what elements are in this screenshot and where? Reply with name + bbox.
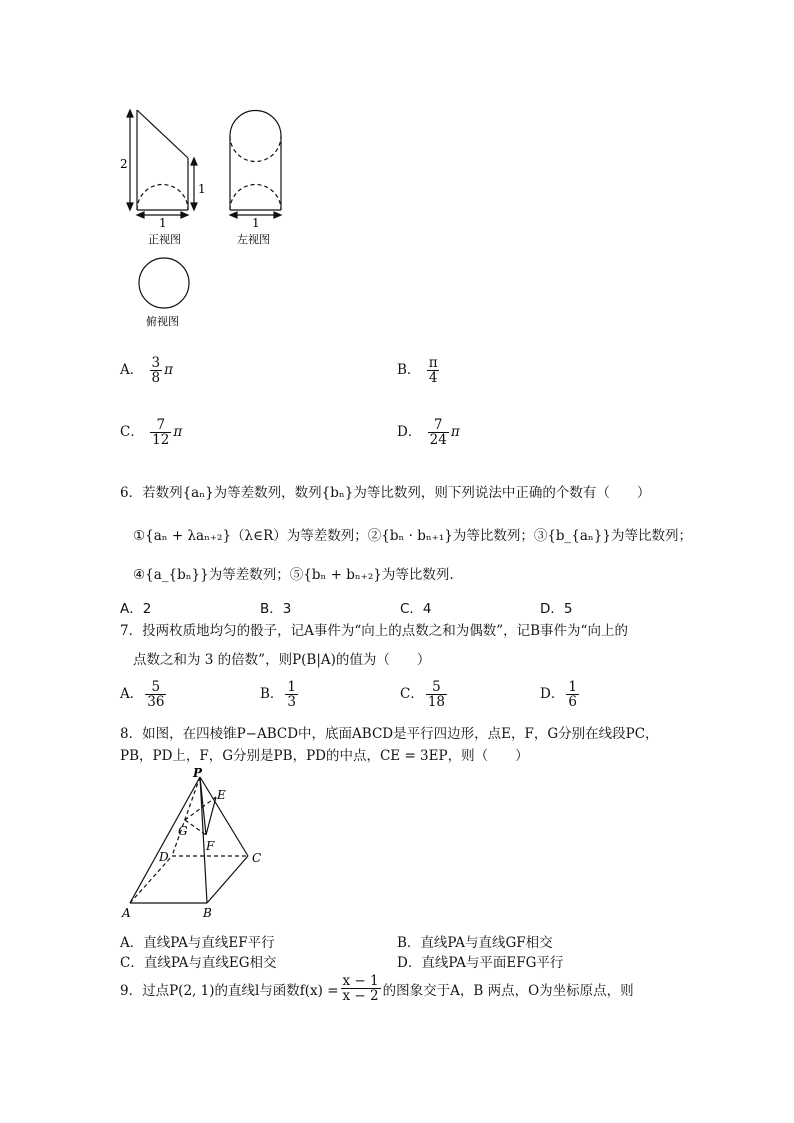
- q6-stem: 6．若数列{aₙ}为等差数列，数列{bₙ}为等比数列，则下列说法中正确的个数有（ ）: [120, 485, 651, 501]
- q5-b-den: 4: [428, 370, 438, 387]
- side-view-label: 左视图: [237, 233, 270, 246]
- q7-a-num: 5: [151, 679, 161, 695]
- q5-option-a[interactable]: [120, 356, 173, 385]
- q6-statements-line1: ①{aₙ + λaₙ₊₂}（λ∈R）为等差数列；②{bₙ · bₙ₊₁}为等比数列；③{b_{aₙ}}为等比数列；: [133, 528, 692, 544]
- label-C: C: [252, 851, 262, 865]
- top-view-circle: [139, 258, 189, 308]
- q5-option-c-letter: C．: [120, 424, 144, 441]
- q5-a-pi: π: [164, 362, 174, 379]
- label-P: P: [193, 766, 203, 780]
- label-E: E: [217, 788, 226, 802]
- q5-option-b[interactable]: [397, 356, 442, 385]
- q6-option-b[interactable]: B．3: [260, 601, 292, 617]
- q6-option-a[interactable]: A．2: [120, 601, 152, 617]
- q5-option-c[interactable]: [120, 418, 182, 447]
- q7-a-den: 36: [147, 694, 165, 711]
- label-G: G: [178, 824, 188, 838]
- q8-option-c[interactable]: C．直线PA与直线EG相交: [120, 955, 277, 971]
- q7-option-d-letter: D．: [540, 686, 565, 703]
- label-D: D: [159, 850, 169, 864]
- q7-option-d[interactable]: [540, 680, 581, 709]
- top-view-label: 俯视图: [146, 315, 179, 328]
- q7-stem-line1: 7．投两枚质地均匀的骰子，记A事件为“向上的点数之和为偶数”，记B事件为“向上的: [120, 623, 628, 639]
- q6-option-d[interactable]: D．5: [540, 601, 573, 617]
- q5-d-pi: π: [450, 424, 460, 441]
- q7-stem-line2: 点数之和为 3 的倍数”，则P(B|A)的值为（ ）: [133, 652, 431, 668]
- q9-stem-end: 的图象交于A，B 两点，O为坐标原点，则: [382, 982, 634, 999]
- q7-c-num: 5: [432, 679, 441, 695]
- dim-1-right-label: 1: [198, 182, 206, 196]
- q6-option-c[interactable]: C．4: [400, 601, 432, 617]
- label-F: F: [206, 839, 215, 853]
- q7-option-a[interactable]: [120, 680, 168, 709]
- q8-option-b[interactable]: B．直线PA与直线GF相交: [397, 935, 553, 951]
- q8-stem-line2: PB，PD上，F，G分别是PB，PD的中点，CE = 3EP，则（ ）: [120, 748, 529, 764]
- q8-option-a[interactable]: A．直线PA与直线EF平行: [120, 935, 275, 951]
- q5-option-b-letter: B．: [397, 362, 421, 379]
- q9-frac-den: x − 2: [342, 988, 379, 1005]
- q5-d-den: 24: [429, 432, 447, 449]
- q5-b-num: π: [428, 355, 438, 371]
- front-view-label: 正视图: [148, 233, 181, 246]
- q6-statements-line2: ④{a_{bₙ}}为等差数列；⑤{bₙ + bₙ₊₂}为等比数列.: [133, 567, 454, 583]
- q5-option-d[interactable]: [397, 418, 460, 447]
- q7-b-num: 1: [287, 679, 297, 695]
- q7-c-den: 18: [427, 694, 446, 711]
- q5-d-num: 7: [433, 417, 443, 433]
- dim-2-label: 2: [120, 157, 128, 171]
- q8-stem-line1: 8．如图，在四棱锥P−ABCD中，底面ABCD是平行四边形，点E，F，G分别在线段PC，: [120, 726, 659, 742]
- q5-c-den: 12: [152, 432, 170, 449]
- q7-option-a-letter: A．: [120, 686, 144, 703]
- q8-option-d[interactable]: D．直线PA与平面EFG平行: [397, 955, 564, 971]
- q9-stem-start: 9．过点P(2, 1)的直线l与函数f(x) =: [120, 982, 339, 999]
- q7-option-b-letter: B．: [260, 686, 284, 703]
- q5-a-num: 3: [151, 355, 161, 371]
- q7-d-den: 6: [568, 694, 577, 711]
- front-view: [127, 110, 197, 218]
- dim-1-side-label: 1: [252, 216, 260, 230]
- label-B: B: [203, 906, 212, 920]
- q9-frac-num: x − 1: [342, 973, 379, 989]
- side-view: [230, 111, 281, 219]
- pyramid-figure: [115, 765, 275, 920]
- q9-stem: [120, 974, 634, 1003]
- q7-d-num: 1: [568, 679, 577, 695]
- q7-option-b[interactable]: [260, 680, 300, 709]
- q5-c-pi: π: [173, 424, 183, 441]
- q5-c-num: 7: [156, 417, 166, 433]
- q5-option-a-letter: A．: [120, 362, 144, 379]
- q5-a-den: 8: [151, 370, 161, 387]
- dim-1-bottom-label: 1: [159, 216, 167, 230]
- three-view-figure: [110, 100, 310, 340]
- label-A: A: [122, 906, 131, 920]
- q7-option-c-letter: C．: [400, 686, 424, 703]
- q7-option-c[interactable]: [400, 680, 449, 709]
- q7-b-den: 3: [287, 694, 297, 711]
- q5-option-d-letter: D．: [397, 424, 422, 441]
